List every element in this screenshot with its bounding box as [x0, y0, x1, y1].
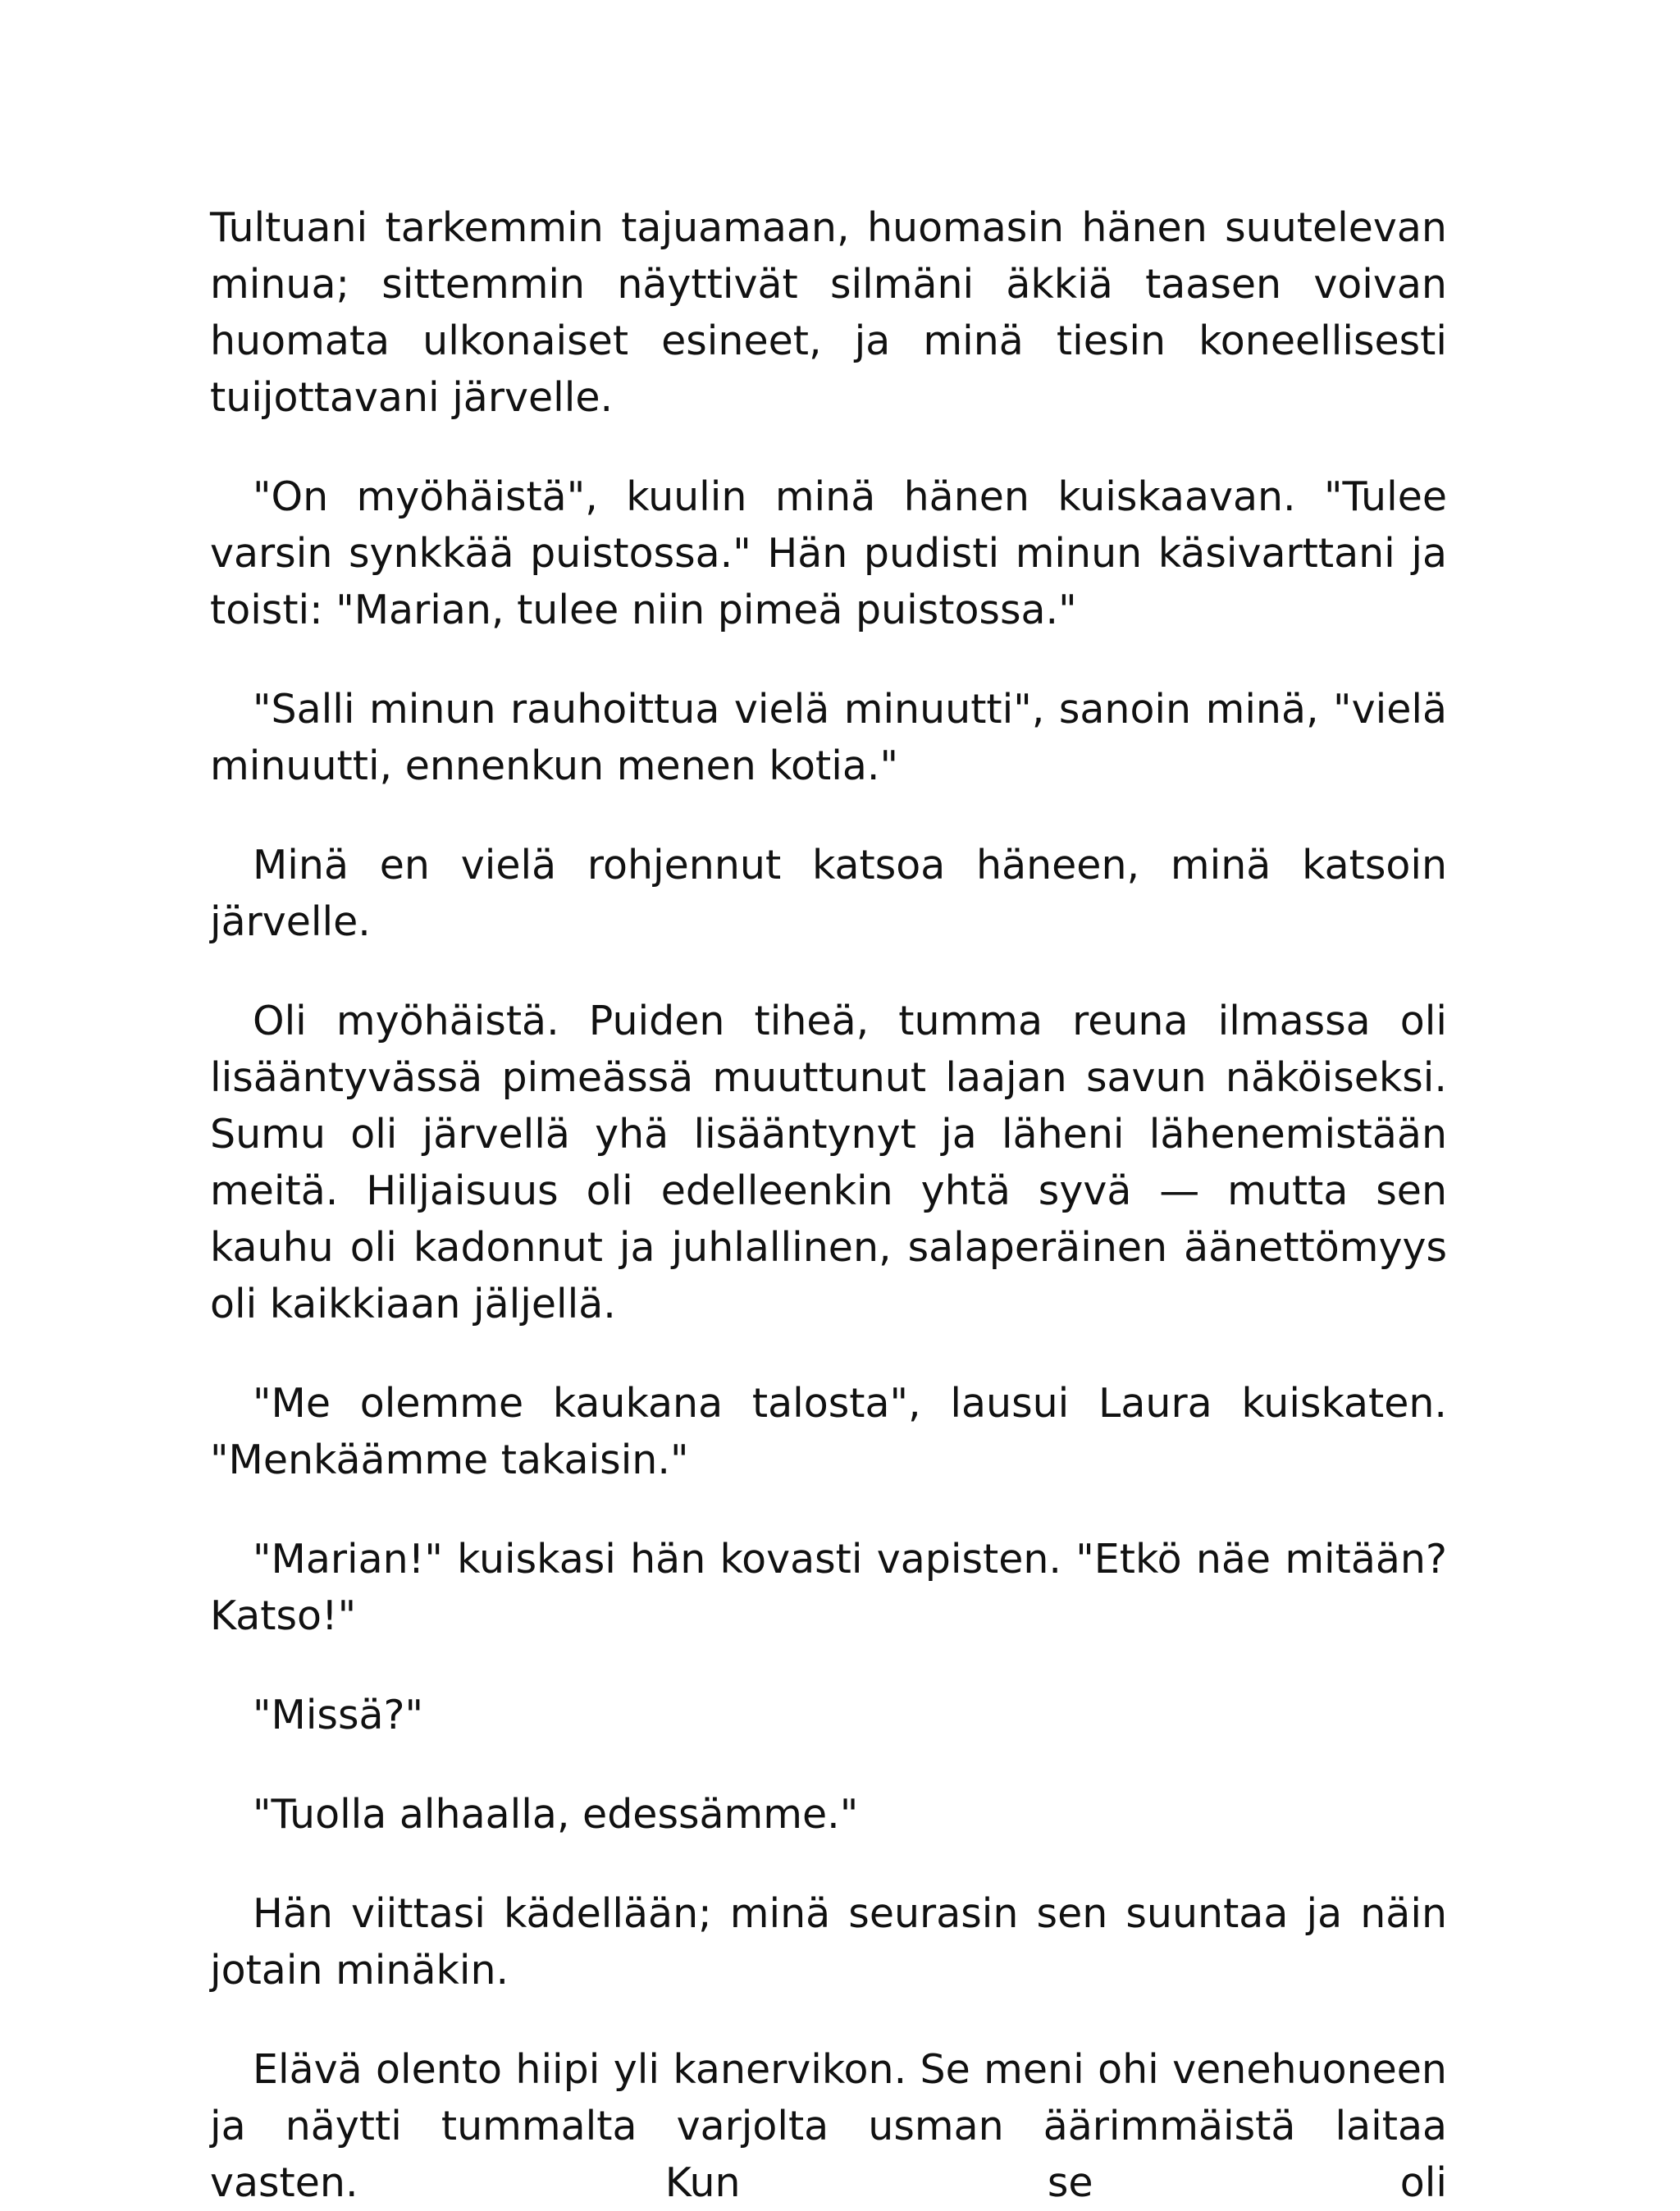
paragraph: "Salli minun rauhoittua vielä minuutti", sanoin minä, "vielä minuutti, ennenkun menen kotia." — [210, 686, 1447, 789]
paragraph: Tultuani tarkemmin tajuamaan, huomasin hänen suutelevan minua; sittemmin näyttivät silmäni äkkiä taasen voivan huomata ulkonaiset esineet, ja minä tiesin koneellisesti tuijottavani järvelle. — [210, 204, 1447, 421]
paragraph: "On myöhäistä", kuulin minä hänen kuiskaavan. "Tulee varsin synkkää puistossa." Hän pudisti minun käsivarttani ja toisti: "Marian, tulee niin pimeä puistossa." — [210, 473, 1447, 633]
paragraph: "Me olemme kaukana talosta", lausui Laura kuiskaten. "Menkäämme takaisin." — [210, 1380, 1447, 1483]
paragraph: "Missä?" — [253, 1692, 424, 1738]
paragraph: Oli myöhäistä. Puiden tiheä, tumma reuna ilmassa oli lisääntyvässä pimeässä muuttunut laajan savun näköiseksi. Sumu oli järvellä yhä lisääntynyt ja läheni lähenemistään meitä. Hiljaisuus oli edelleenkin yhtä syvä — mutta sen kauhu oli kadonnut ja juhlallinen, salaperäinen äänettömyys oli kaikkiaan jäljellä. — [210, 998, 1447, 1327]
paragraph: Hän viittasi kädellään; minä seurasin sen suuntaa ja näin jotain minäkin. — [210, 1890, 1447, 1994]
paragraph: Minä en vielä rohjennut katsoa häneen, minä katsoin järvelle. — [210, 842, 1447, 945]
document-page — [210, 199, 1447, 2211]
paragraph: "Marian!" kuiskasi hän kovasti vapisten. "Etkö näe mitään? Katso!" — [210, 1536, 1447, 1639]
paragraph: "Tuolla alhaalla, edessämme." — [253, 1791, 859, 1838]
paragraph: Elävä olento hiipi yli kanervikon. Se meni ohi venehuoneen ja näytti tummalta varjolta usman äärimmäistä laitaa vasten. Kun se oli — [210, 2046, 1447, 2206]
